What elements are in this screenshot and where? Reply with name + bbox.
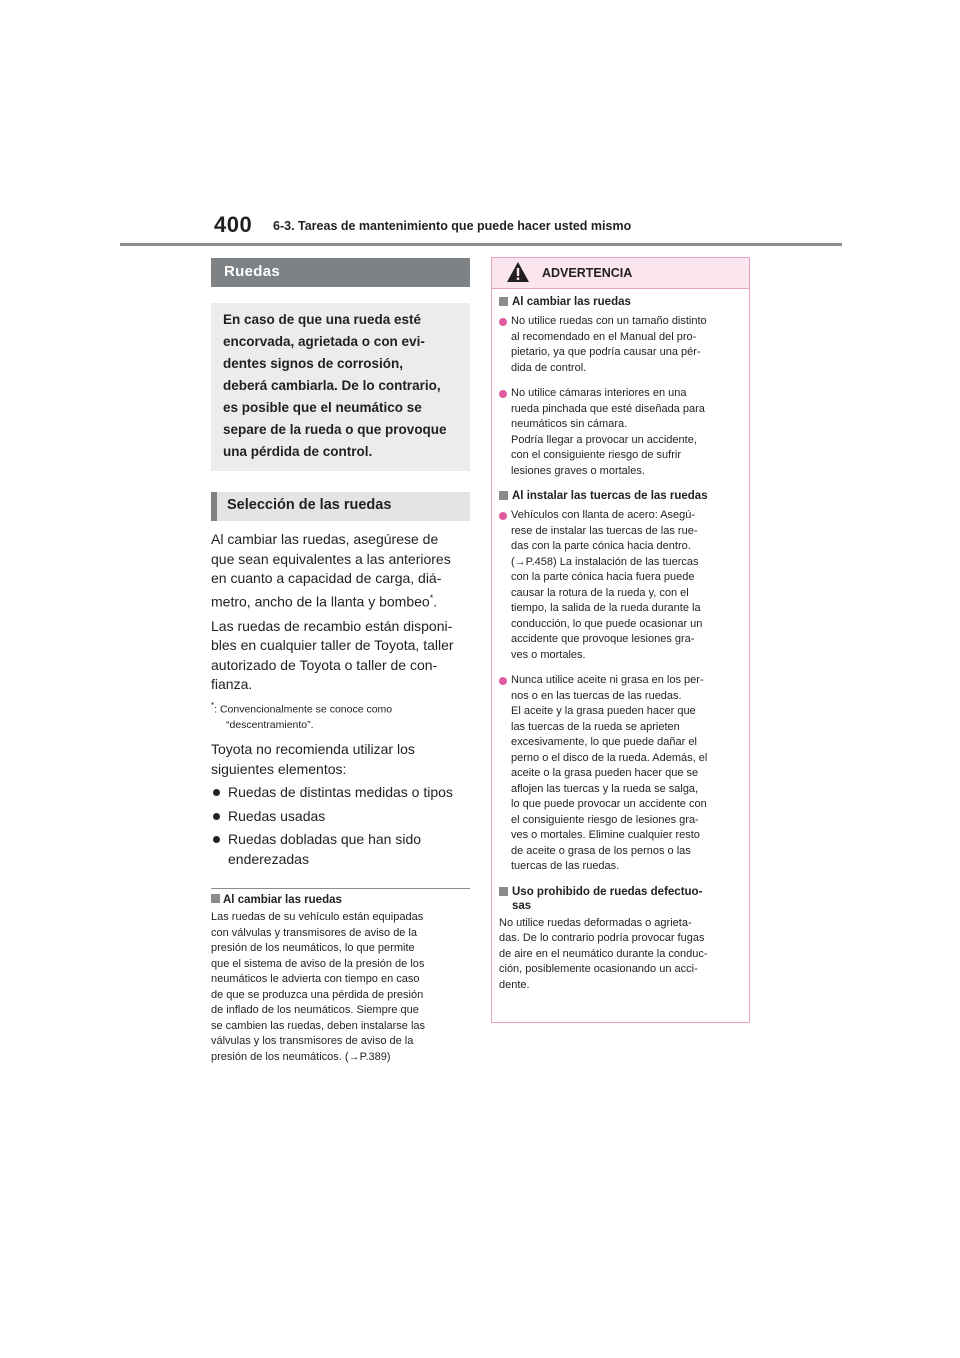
text-line: das. De lo contrario podría provocar fugas [499, 932, 705, 944]
warning-triangle-icon [506, 261, 530, 283]
text-line: Toyota no recomienda utilizar los [211, 741, 415, 758]
bullet-icon [213, 813, 220, 820]
warning-body [492, 289, 749, 993]
section-header: 6-3. Tareas de mantenimiento que puede hacer usted mismo [273, 219, 632, 233]
text-line: las tuercas de la rueda se aprieten [511, 720, 680, 733]
intro-line: una pérdida de control. [223, 444, 373, 459]
bullet-list [211, 783, 470, 869]
footnote-mark: * [211, 700, 215, 710]
page-number: 400 [214, 212, 253, 237]
warning-header [492, 258, 749, 289]
intro-box [211, 303, 470, 471]
footnote [211, 698, 470, 734]
text-line: neumáticos le advierta con tiempo en caso [211, 973, 420, 986]
ruedas-title: Ruedas [211, 258, 470, 287]
text-line: ves o mortales. [511, 648, 586, 661]
footnote-ref: * [429, 592, 434, 603]
text-line: dente. [499, 978, 530, 991]
text-line: presión de los neumáticos, lo que permite [211, 942, 415, 955]
paragraph-availability [211, 617, 470, 695]
text-line: tiempo, la salida de la rueda durante la [511, 602, 701, 614]
text-line: neumáticos sin cámara. [511, 418, 628, 430]
text-line: accidente que provoque lesiones gra- [511, 633, 695, 645]
text-line: lesiones graves o mortales. [511, 464, 645, 477]
text-line: con la parte cónica hacia fuera puede [511, 571, 695, 583]
text-line: ción, posiblemente ocasionando un acci- [499, 963, 698, 975]
paragraph-equivalence [211, 530, 470, 612]
square-icon [499, 297, 508, 306]
text-line: Las ruedas de su vehículo están equipadas [211, 911, 424, 924]
text-line: El aceite y la grasa pueden hacer que [511, 705, 696, 717]
text-line: rese de instalar las tuercas de las rue- [511, 524, 698, 537]
text-line: con el consiguiente riesgo de sufrir [511, 449, 681, 461]
square-icon [499, 491, 508, 500]
bullet-icon [213, 836, 220, 843]
text-line: rueda pinchada que esté diseñada para [511, 402, 705, 415]
text-line: excesivamente, lo que puede dañar el [511, 736, 697, 748]
footnote-text: : Convencionalmente se conoce como [214, 703, 393, 716]
text-line: de aire en el neumático durante la conduc- [499, 947, 708, 960]
header-rule [120, 243, 842, 246]
paragraph-not-recommended [211, 740, 470, 779]
text-line: conducción, lo que puede ocasionar un [511, 617, 703, 630]
text-line: perno o el disco de la rueda. Además, el [511, 751, 708, 764]
text-line: siguientes elementos: [211, 760, 347, 777]
text-line: Nunca utilice aceite ni grasa en los per- [511, 674, 704, 686]
warning-item [499, 314, 743, 376]
warning-item [499, 386, 743, 479]
text-line: Podría llegar a provocar un accidente, [511, 433, 697, 446]
text-line: No utilice cámaras interiores en una [511, 387, 687, 399]
text-line: No utilice ruedas deformadas o agrieta- [499, 916, 692, 929]
text-line: de que se produzca una pérdida de presión [211, 988, 424, 1001]
text-line: bles en cualquier taller de Toyota, taller [211, 637, 454, 654]
text-line: lo que puede provocar un accidente con [511, 798, 707, 810]
note-rule [211, 888, 470, 889]
note-heading: Al cambiar las ruedas [211, 893, 470, 908]
pink-bullet-icon [499, 512, 507, 520]
intro-line: dentes signos de corrosión, [223, 356, 404, 371]
warning-item [499, 673, 743, 875]
text-line: pietario, ya que podría causar una pér- [511, 346, 701, 358]
square-icon [211, 894, 220, 903]
text-line: aflojen las tuercas y la rueda se salga, [511, 782, 699, 795]
text-line: se cambien las ruedas, deben instalarse las [211, 1019, 426, 1032]
text-line: en cuanto a capacidad de carga, diá- [211, 570, 442, 586]
text-line: Vehículos con llanta de acero: Asegú- [511, 509, 696, 521]
text-line: metro, ancho de la llanta y bombeo*. [211, 592, 438, 610]
warning-subheading [499, 885, 743, 913]
text-line: autorizado de Toyota o taller de con- [211, 656, 438, 673]
text-line: presión de los neumáticos. (→P.389) [211, 1050, 391, 1063]
intro-line: es posible que el neumático se [223, 400, 422, 415]
warning-label: ADVERTENCIA [542, 266, 633, 280]
warning-subheading: Al instalar las tuercas de las ruedas [499, 489, 743, 503]
warning-item [499, 508, 743, 663]
text-line: Al cambiar las ruedas, asegúrese de [211, 531, 439, 547]
text-line: aceite o la grasa pueden hacer que se [511, 767, 699, 779]
note-body [211, 910, 470, 1065]
text-line: fianza. [211, 676, 253, 693]
pink-bullet-icon [499, 318, 507, 326]
text-line: con válvulas y transmisores de aviso de la [211, 926, 418, 939]
pink-bullet-icon [499, 390, 507, 398]
text-line: al recomendado en el Manual del pro- [511, 330, 697, 343]
intro-line: separe de la rueda o que provoque [223, 422, 447, 437]
text-line: de inflado de los neumáticos. Siempre que [211, 1004, 419, 1017]
intro-line: En caso de que una rueda esté [223, 312, 422, 327]
text-line: de aceite o grasa de los pernos o las [511, 844, 691, 857]
text-line: ves o mortales. Elimine cualquier resto [511, 829, 700, 841]
text-line: válvulas y los transmisores de aviso de la [211, 1035, 414, 1048]
footnote-text: “descentramiento”. [226, 719, 314, 732]
warning-text [499, 916, 743, 994]
list-item: Ruedas usadas [211, 807, 470, 827]
text-line: das con la parte cónica hacia dentro. [511, 540, 691, 552]
list-item: Ruedas dobladas que han sido enderezadas [211, 830, 470, 869]
text-line: No utilice ruedas con un tamaño distinto [511, 315, 707, 327]
bullet-icon [213, 789, 220, 796]
text-line: nos o en las tuercas de las ruedas. [511, 689, 682, 702]
intro-line: deberá cambiarla. De lo contrario, [223, 378, 441, 393]
text-line: causar la rotura de la rueda y, con el [511, 586, 689, 599]
warning-subheading: Al cambiar las ruedas [499, 295, 743, 309]
text-line: Las ruedas de recambio están disponi- [211, 617, 453, 634]
left-column [211, 258, 470, 1065]
text-line: que sean equivalentes a las anteriores [211, 550, 451, 567]
square-icon [499, 887, 508, 896]
warning-box [491, 257, 750, 1023]
intro-line: encorvada, agrietada o con evi- [223, 334, 425, 349]
text-line: (→P.458) La instalación de las tuercas [511, 555, 699, 568]
pink-bullet-icon [499, 677, 507, 685]
text-line: que el sistema de aviso de la presión de los [211, 957, 425, 970]
seleccion-title: Selección de las ruedas [211, 492, 470, 521]
text-line: dida de control. [511, 361, 587, 374]
text-line: sas [512, 899, 532, 912]
text-line: Uso prohibido de ruedas defectuo- [512, 885, 703, 898]
text-line: tuercas de las ruedas. [511, 860, 620, 872]
text-line: el consiguiente riesgo de lesiones gra- [511, 813, 699, 826]
list-item: Ruedas de distintas medidas o tipos [211, 783, 470, 803]
